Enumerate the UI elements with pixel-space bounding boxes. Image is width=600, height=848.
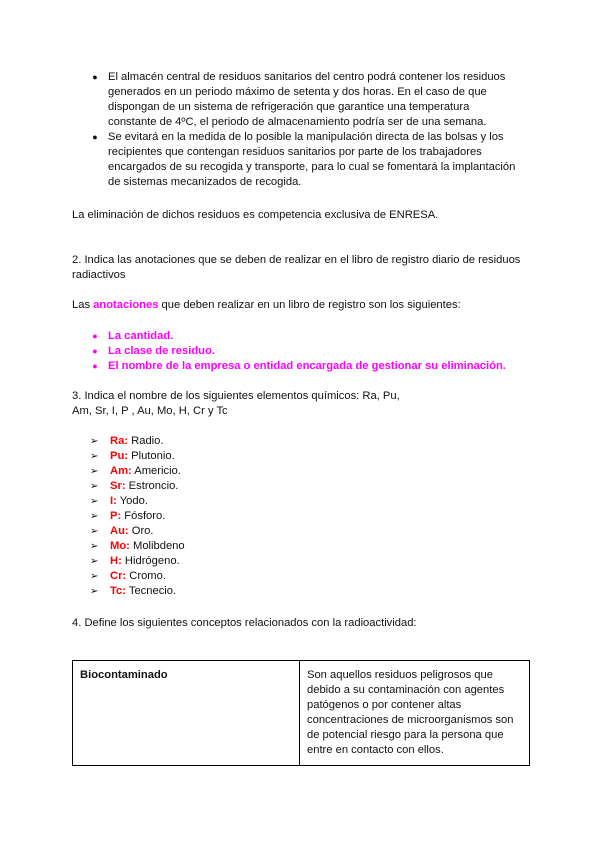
element-name: Tecnecio. (125, 585, 177, 597)
list-item (90, 464, 390, 479)
list-item (90, 569, 390, 584)
bullet-dot-icon: ● (92, 331, 98, 341)
element-name: Fósforo. (121, 510, 166, 522)
element-name: Hidrógeno. (121, 555, 180, 567)
enresa-paragraph: La eliminación de dichos residuos es competencia exclusiva de ENRESA. (72, 209, 439, 221)
element-name: Radio. (128, 435, 164, 447)
list-item (90, 359, 530, 374)
arrow-bullet-icon: ➢ (90, 571, 99, 582)
arrow-bullet-icon: ➢ (90, 526, 99, 537)
list-item-text: La clase de residuo. (108, 345, 215, 357)
arrow-bullet-icon: ➢ (90, 496, 99, 507)
answer-highlight: anotaciones (93, 299, 159, 311)
arrow-bullet-icon: ➢ (90, 586, 99, 597)
element-symbol: I: (110, 495, 117, 507)
list-item (90, 494, 390, 509)
list-item-text: Se evitará en la medida de lo posible la manipulación directa de las bolsas y los recipientes que contengan residuos sanitarios por parte de los trabajadores encargados de su recogida y transporte, para lo cual se fomentará la implantación de sistemas mecanizados de recogida. (108, 131, 516, 188)
list-item (90, 434, 390, 449)
list-item (90, 539, 390, 554)
element-name: Molibdeno (129, 540, 185, 552)
list-item (90, 554, 390, 569)
element-symbol: Pu: (110, 450, 129, 462)
bullet-dot-icon: ● (92, 346, 98, 356)
question-2-answer (72, 298, 532, 313)
arrow-bullet-icon: ➢ (90, 541, 99, 552)
element-symbol: H: (110, 555, 122, 567)
element-name: Americio. (131, 465, 181, 477)
arrow-bullet-icon: ➢ (90, 511, 99, 522)
arrow-bullet-icon: ➢ (90, 436, 99, 447)
elements-list (90, 434, 390, 599)
element-symbol: Au: (110, 525, 129, 537)
bullet-dot-icon: ● (92, 72, 98, 82)
element-symbol: Mo: (110, 540, 130, 552)
element-name: Estroncio. (125, 480, 179, 492)
arrow-bullet-icon: ➢ (90, 451, 99, 462)
answer-text-after: que deben realizar en un libro de registro son los siguientes: (158, 299, 461, 311)
element-symbol: Ra: (110, 435, 129, 447)
arrow-bullet-icon: ➢ (90, 466, 99, 477)
arrow-bullet-icon: ➢ (90, 556, 99, 567)
list-item (90, 584, 390, 599)
annotations-list (90, 329, 530, 374)
question-4-heading: 4. Define los siguientes conceptos relacionados con la radioactividad: (72, 617, 417, 629)
list-item (90, 130, 520, 190)
element-name: Plutonio. (128, 450, 175, 462)
list-item (90, 509, 390, 524)
element-name: Yodo. (116, 495, 148, 507)
list-item-text: El almacén central de residuos sanitarios del centro podrá contener los residuos generados en un periodo máximo de setenta y dos horas. En el caso de que dispongan de un sistema de refrigeración que garantice una temperatura constante de 4ºC, el periodo de almacenamiento podría ser de una semana. (108, 71, 506, 128)
list-item (90, 70, 520, 130)
element-symbol: Am: (110, 465, 132, 477)
table-term-cell: Biocontaminado (73, 661, 300, 766)
list-item (90, 449, 390, 464)
bullet-dot-icon: ● (92, 132, 98, 142)
element-name: Cromo. (126, 570, 166, 582)
table-row (73, 661, 530, 766)
element-symbol: Sr: (110, 480, 126, 492)
list-item-text: El nombre de la empresa o entidad encargada de gestionar su eliminación. (108, 360, 506, 372)
list-item (90, 479, 390, 494)
element-symbol: Tc: (110, 585, 126, 597)
question-3-heading: 3. Indica el nombre de los siguientes elementos químicos: Ra, Pu, Am, Sr, I, P , Au, Mo, H, Cr y Tc (72, 390, 400, 417)
list-item (90, 524, 390, 539)
question-2-heading: 2. Indica las anotaciones que se deben de realizar en el libro de registro diario de residuos radiactivos (72, 254, 521, 281)
arrow-bullet-icon: ➢ (90, 481, 99, 492)
list-item (90, 344, 530, 359)
element-symbol: P: (110, 510, 122, 522)
definitions-table (72, 660, 530, 766)
answer-text-before: Las (72, 299, 94, 311)
element-symbol: Cr: (110, 570, 127, 582)
list-item-text: La cantidad. (108, 330, 174, 342)
bullet-dot-icon: ● (92, 361, 98, 371)
table-definition-cell: Son aquellos residuos peligrosos que debido a su contaminación con agentes patógenos o por contener altas concentraciones de microorganismos son de potencial riesgo para la persona que entre en contacto con ellos. (300, 661, 530, 766)
list-item (90, 329, 530, 344)
element-name: Oro. (128, 525, 154, 537)
intro-bullet-list (90, 70, 520, 190)
